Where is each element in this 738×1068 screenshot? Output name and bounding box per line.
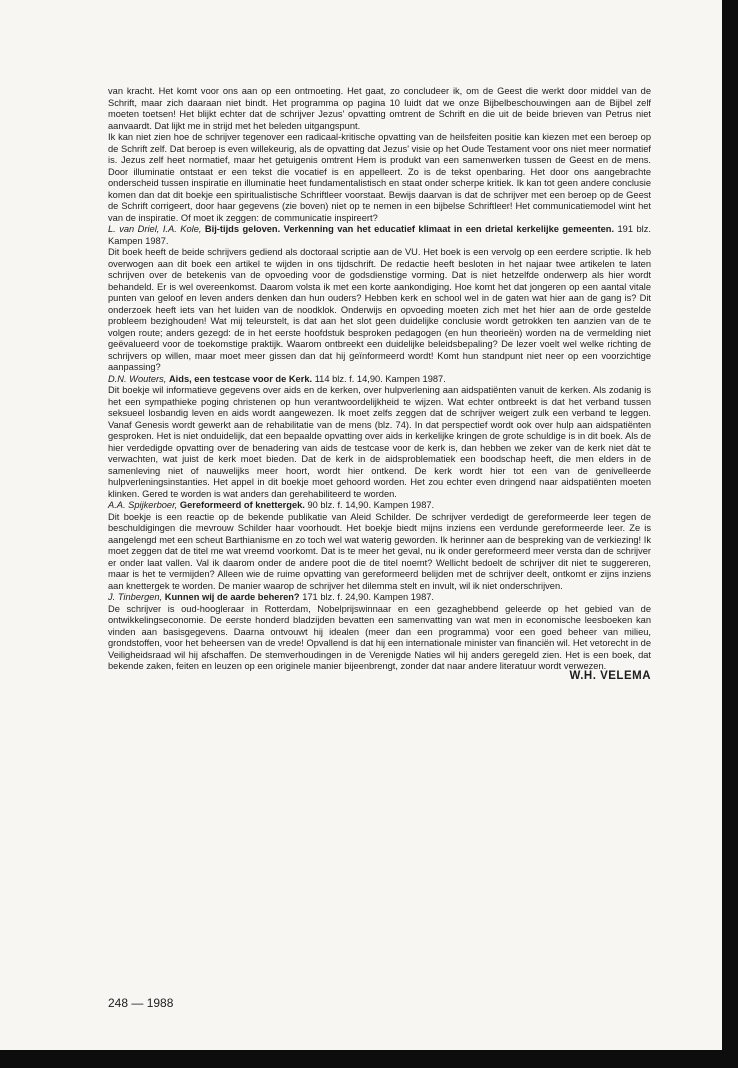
review-3-body: Dit boekje is een reactie op de bekende publikatie van Aleid Schilder. De schrijver verdedigt de gereformeerde leer tegen de beschuldigingen die mevrouw Schilder haar voorhoudt. Het boekje biedt mijns inziens een verdunde gereformeerde leer. Ze is aangelengd met een scheut Barthianisme en zo toch wel wat waterig geworden. Ik herinner aan de bespreking van de verkiezing! Ik moet zeggen dat de titel me wat vreemd voorkomt. Dat is te meer het geval, nu ik onder gereformeerd meer versta dan de schrijver er onder laat vallen. Val ik daarom onder de andere poot die de titel noemt? Wellicht bedoelt de schrijver dit niet te suggereren, maar is het te vermijden? Alleen wie de ruime opvatting van gereformeerd belijden met de schrijver deelt, ontkomt er zijns inziens aan knettergek te worden. De manier waarop de schrijver het dilemma stelt en invult, wil ik niet onderschrijven. [108,511,651,591]
review-2-heading [108,374,651,386]
review-4-meta: 171 blz. f. 24,90. Kampen 1987. [302,592,435,602]
review-2-author: D.N. Wouters, [108,373,167,384]
review-2-title: Aids, een testcase voor de Kerk. [168,373,313,384]
reviewer-signature: W.H. VELEMA [569,669,651,682]
intro-paragraph-1: van kracht. Het komt voor ons aan op een ontmoeting. Het gaat, zo concludeer ik, om de Geest die werkt door middel van de Schrift, maar zich daaraan niet bindt. Het programma op pagina 10 luidt dat we onze Bijbelbeschouwingen aan de Bijbel zelf moeten toetsen! Het blijkt echter dat de schrijver Jezus' opvatting omtrent de Schrift en die uit de beide brieven van Petrus niet aanvaardt. Dat lijkt me in strijd met het beleden uitgangspunt. [108,86,651,131]
review-2-meta: 114 blz. f. 14,90. Kampen 1987. [314,373,446,384]
review-4-body: De schrijver is oud-hoogleraar in Rotterdam, Nobelprijswinnaar en een gezaghebbend geleerde op het gebied van de ontwikkelingseconomie. De eerste honderd bladzijden bevatten een samenvatting van wat men in economische leesboeken kan vinden aan basisgegevens. Daarna ontvouwt hij idealen (meer dan een programma) voor een goed beheer van milieu, grondstoffen, voor het beheersen van de vrede! Opvallend is dat hij een internationale minister van financiën wil. Het vetorecht in de Veiligheidsraad wil hij afschaffen. De stemverhoudingen in de Verenigde Naties wil hij anders geregeld zien. Het is een boek, dat bekende zaken, feiten en leuzen op een originele manier bijeenbrengt, zonder dat naar andere literatuur wordt verwezen. [108,603,651,671]
review-4-author: J. Tinbergen, [108,592,163,602]
review-3-meta: 90 blz. f. 14,90. Kampen 1987. [307,500,435,510]
review-1-author: L. van Driel, I.A. Kole, [108,224,202,234]
review-3-author: A.A. Spijkerboer, [108,500,178,510]
review-1-title: Bij-tijds geloven. Verkenning van het educatief klimaat in een drietal kerkelijke gemeenten. [204,224,615,234]
review-3-title: Gereformeerd of knettergek. [179,500,305,510]
page-footer: 248 — 1988 [108,996,174,1010]
review-3-heading [108,500,651,512]
review-4-heading [108,592,651,604]
review-1-heading [108,224,651,247]
review-4-title: Kunnen wij de aarde beheren? [164,592,300,602]
page-content [108,86,651,682]
review-2-body: Dit boekje wil informatieve gegevens over aids en de kerken, over hulpverlening aan aidspatiënten vanuit de kerken. Als zodanig is het een sympathieke poging christenen op hun verantwoordelijkheid te wijzen. Wat echter ontbreekt is dat het verband tussen seksueel losbandig leven en aids wordt aangewezen. Ik moet zelfs zeggen dat de schrijver weigert zulk een verband te leggen. Vanaf Genesis wordt gewerkt aan de rehabilitatie van de mens (blz. 74). In dat perspectief wordt ook over hulp aan aidspatiënten gesproken. Het is niet onduidelijk, dat een bepaalde opvatting over aids in kerkelijke kringen de grote schuldige is in dit boek. Als de hier verdedigde opvatting over de benadering van aids de testcase voor de kerk is, dan hebben we zeker van de kerk niet dàt te verwachten, wat juist de kerk moet bieden. Dat de kerk in de aidsproblematiek een boodschap heeft, die men elders in de samenleving niet of nauwelijks meer hoort, wordt hier ontkend. De kerk wordt hier tot een van de genivelleerde hulpverleningsinstanties. Het appel in dit boekje moet gehoord worden. Het zou echter even dringend naar aidspatiënten moeten klinken. Gered te worden is wat anders dan gerehabiliteerd te worden. [108,385,651,499]
intro-paragraph-2: Ik kan niet zien hoe de schrijver tegenover een radicaal-kritische opvatting van de heilsfeiten positie kan kiezen met een beroep op de Schrift zelf. Dat beroep is even willekeurig, als de opvatting dat Jezus' visie op het Oude Testament voor ons niet meer normatief is. Jezus zelf heet normatief, maar het getuigenis omtrent Hem is produkt van een samenwerken tussen de Geest en de mens. Door illuminatie ontstaat er een tekst die vocatief is en appelleert. Zo is de tekst openbaring. Het door ons aangebrachte onderscheid tussen inspiratie en illuminatie heet fundamentalistisch en staat onder scherpe kritiek. Ik kan tot geen andere conclusie komen dan dat dit boekje een spiritualistische Schriftleer voorstaat. Bewijs daarvan is dat de schrijver met een beroep op de Geest de Schrift corrigeert, door haar gegevens (zie boven) niet op te nemen in een bijbelse Schriftleer! Het communicatiemodel wint het van de inspiratie. Of moet ik zeggen: de communicatie inspireert? [108,132,651,223]
review-1-body: Dit boek heeft de beide schrijvers gediend als doctoraal scriptie aan de VU. Het boek is een vervolg op een eerdere scriptie. Ik heb overwogen aan dit boek een artikel te wijden in ons tijdschrift. De redactie heeft besloten in het najaar twee artikelen te laten schrijven over de betekenis van de opvoeding voor de godsdienstige vorming. Dat is niet hetzelfde onderwerp als hier wordt behandeld. Er is wel overeenkomst. Daarom volsta ik met een korte aankondiging. Hoe komt het dat jongeren op een aantal vitale punten van geloof en leven anders denken dan hun ouders? Hebben kerk en school wel in de gaten wat hier aan de gang is? Dit onderzoek heeft iets van het luiden van de noodklok. Onderwijs en opvoeding moeten zich met het hier aan de orde gestelde probleem bezighouden! Wat mij teleurstelt, is dat aan het slot geen duidelijke conclusie wordt getrokken ten aanzien van de te volgen route; anders gezegd: de in het eerste hoofdstuk besproken pedagogen (en hun theorieën) worden na de vermelding niet geëvalueerd voor de toekomstige praktijk. Waarom ontbreekt een duidelijke beleidsbepaling? De lezer voelt wel welke richting de schrijvers op willen, maar moet meer gissen dan dat hij geïnformeerd wordt! Komt hun standpunt niet neer op een voorzichtige aanpassing? [108,247,651,372]
review-1-meta: 191 blz. Kampen 1987. [108,224,651,246]
